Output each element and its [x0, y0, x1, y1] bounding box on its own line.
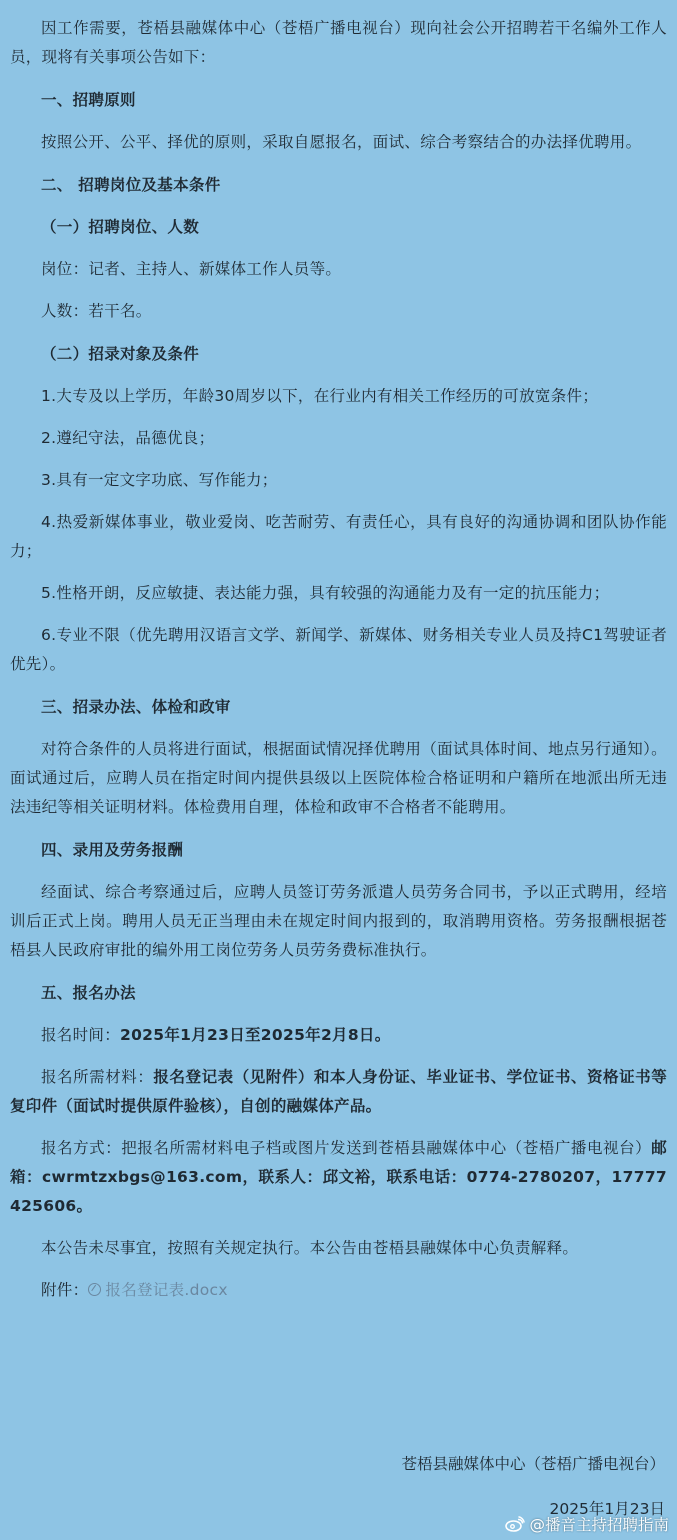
section-4-heading: 四、录用及劳务报酬 [41, 841, 184, 859]
count-line: 人数：若干名。 [41, 302, 152, 320]
section-3-body: 对符合条件的人员将进行面试，根据面试情况择优聘用（面试具体时间、地点另行通知）。面试通过后，应聘人员在指定时间内提供县级以上医院体检合格证明和户籍所在地派出所无违法违纪等相关证明材料。体检费用自理，体检和政审不合格者不能聘用。 [10, 740, 667, 816]
section-1-body: 按照公开、公平、择优的原则，采取自愿报名，面试、综合考察结合的办法择优聘用。 [41, 133, 642, 151]
watermark-text: @播音主持招聘指南 [529, 1516, 669, 1534]
registration-contact: 邮箱：cwrmtzxbgs@163.com，联系人：邱文裕，联系电话：0774-2780207，17777425606。 [10, 1139, 667, 1215]
section-2-sub1-heading: （一）招聘岗位、人数 [41, 218, 200, 236]
registration-time [10, 1021, 667, 1050]
section-4-body: 经面试、综合考察通过后，应聘人员签订劳务派遣人员劳务合同书，予以正式聘用，经培训后正式上岗。聘用人员无正当理由未在规定时间内报到的，取消聘用资格。劳务报酬根据苍梧县人民政府审批的编外用工岗位劳务人员劳务费标准执行。 [10, 883, 667, 959]
attachment-link[interactable] [88, 1281, 227, 1299]
condition-item: 3.具有一定文字功底、写作能力； [41, 471, 278, 489]
section-2-heading: 二、 招聘岗位及基本条件 [41, 176, 221, 194]
registration-method-text: 报名方式：把报名所需材料电子档或图片发送到苍梧县融媒体中心（苍梧广播电视台） [41, 1139, 652, 1157]
closing-paragraph: 本公告未尽事宜，按照有关规定执行。本公告由苍梧县融媒体中心负责解释。 [41, 1239, 579, 1257]
attachment-label: 附件： [41, 1281, 89, 1299]
registration-materials-value: 报名登记表（见附件）和本人身份证、毕业证书、学位证书、资格证书等复印件（面试时提供原件验核），自创的融媒体产品。 [10, 1068, 667, 1115]
registration-time-label: 报名时间： [41, 1026, 121, 1044]
section-1-heading: 一、招聘原则 [41, 91, 136, 109]
weibo-icon [505, 1516, 525, 1532]
attachment-line [10, 1276, 667, 1305]
section-2-sub2-heading: （二）招录对象及条件 [41, 345, 200, 363]
condition-item: 2.遵纪守法，品德优良； [41, 429, 215, 447]
attachment-filename: 报名登记表.docx [105, 1281, 228, 1299]
section-3-heading: 三、招录办法、体检和政审 [41, 698, 231, 716]
registration-time-value: 2025年1月23日至2025年2月8日。 [120, 1026, 391, 1044]
intro-paragraph: 因工作需要，苍梧县融媒体中心（苍梧广播电视台）现向社会公开招聘若干名编外工作人员，现将有关事项公告如下： [10, 19, 667, 66]
registration-materials-label: 报名所需材料： [41, 1068, 154, 1086]
condition-item: 5.性格开朗，反应敏捷、表达能力强，具有较强的沟通能力及有一定的抗压能力； [41, 584, 610, 602]
signature-date: 2025年1月23日 [549, 1500, 665, 1518]
registration-method [10, 1134, 667, 1221]
paperclip-icon [88, 1283, 101, 1296]
section-5-heading: 五、报名办法 [41, 984, 136, 1002]
signature-organization: 苍梧县融媒体中心（苍梧广播电视台） [401, 1455, 665, 1473]
condition-item: 4.热爱新媒体事业，敬业爱岗、吃苦耐劳、有责任心，具有良好的沟通协调和团队协作能力； [10, 513, 667, 560]
registration-materials [10, 1063, 667, 1121]
condition-item: 6.专业不限（优先聘用汉语言文学、新闻学、新媒体、财务相关专业人员及持C1驾驶证者优先）。 [10, 626, 667, 673]
watermark [505, 1513, 669, 1535]
condition-item: 1.大专及以上学历，年龄30周岁以下，在行业内有相关工作经历的可放宽条件； [41, 387, 599, 405]
post-line: 岗位：记者、主持人、新媒体工作人员等。 [41, 260, 342, 278]
